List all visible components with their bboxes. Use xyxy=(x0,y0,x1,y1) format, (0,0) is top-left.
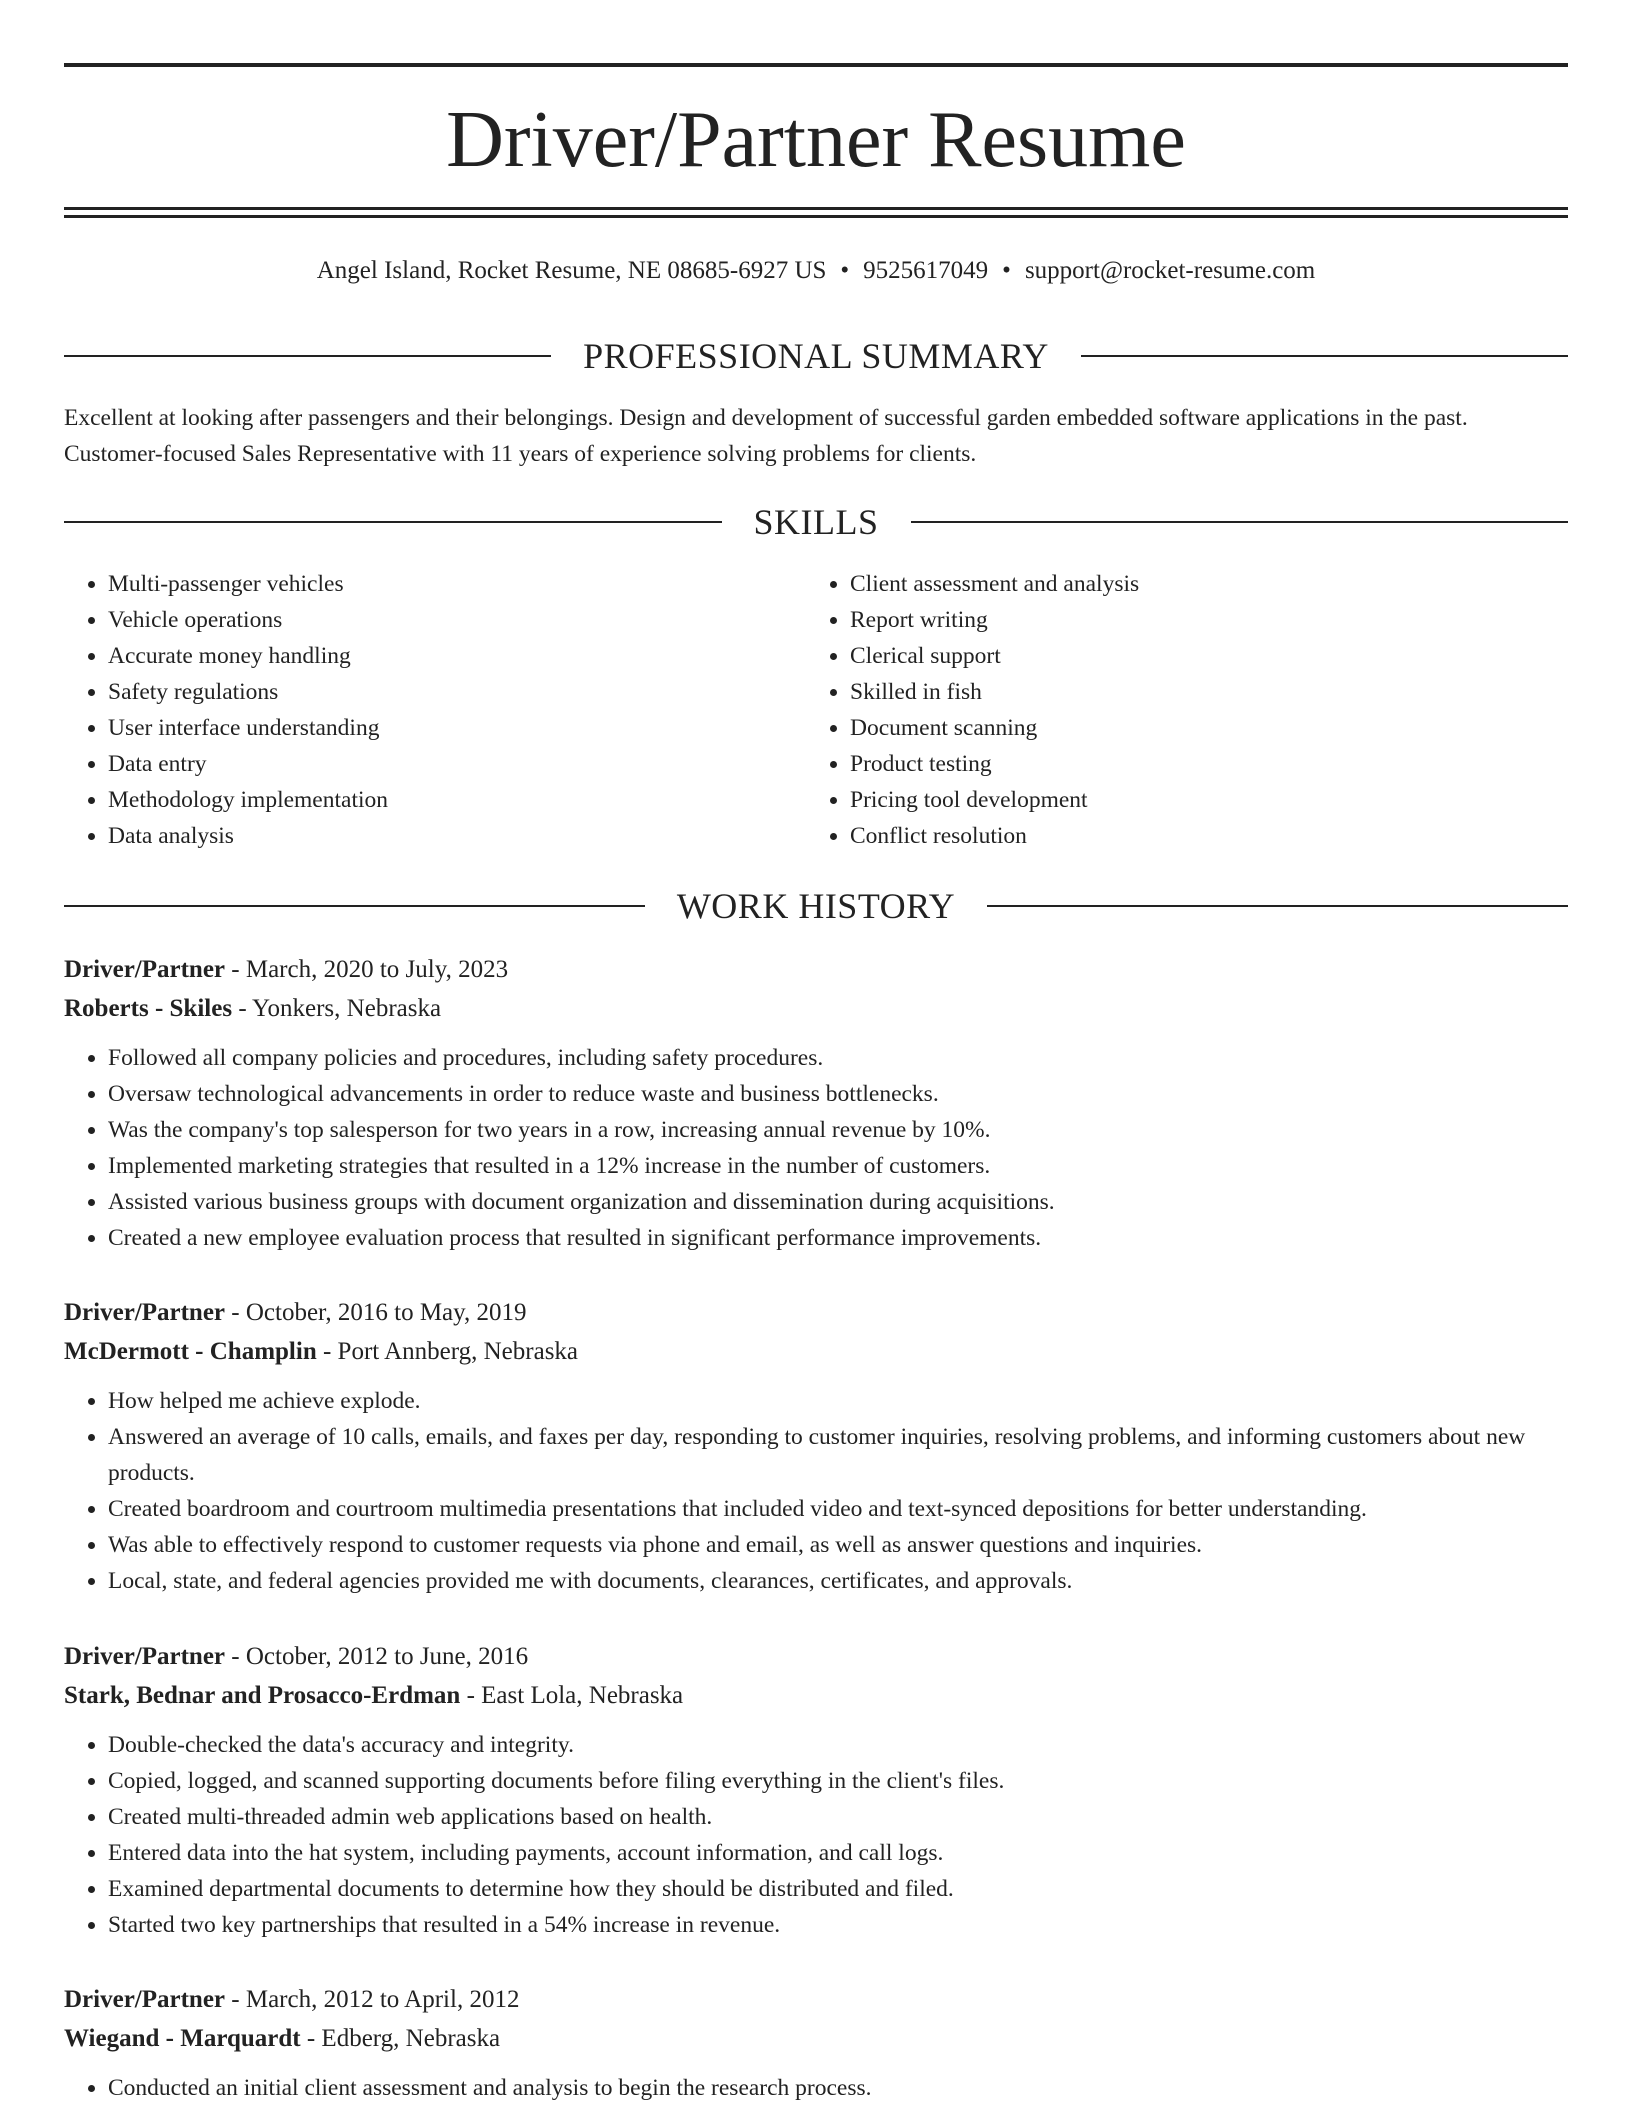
job-title: Driver/Partner xyxy=(64,1986,226,2013)
job-company: Wiegand - Marquardt xyxy=(64,2025,301,2052)
job-company-line xyxy=(64,1332,1568,1371)
skill-item: • Pricing tool development xyxy=(850,782,1506,818)
skill-item: • Methodology implementation xyxy=(108,782,764,818)
job-bullet: • Followed all company policies and procedures, including safety procedures. xyxy=(108,1040,1568,1076)
job-bullets xyxy=(64,2070,1568,2106)
section-title-work: WORK HISTORY xyxy=(676,886,956,926)
job-company: Stark, Bednar and Prosacco-Erdman xyxy=(64,1682,461,1709)
skill-item: • Accurate money handling xyxy=(108,638,764,674)
job-company-line xyxy=(64,989,1568,1028)
job-bullet: • Was able to effectively respond to customer requests via phone and email, as well as answer questions and inquiries. xyxy=(108,1527,1568,1563)
section-rule xyxy=(64,905,645,907)
job-bullet: • Answered an average of 10 calls, emails, and faxes per day, responding to customer inquiries, resolving problems, and informing customers about new products. xyxy=(108,1419,1568,1491)
job-bullets xyxy=(64,1040,1568,1256)
job-bullet: • Implemented marketing strategies that resulted in a 12% increase in the number of customers. xyxy=(108,1148,1568,1184)
job-dates: - March, 2020 to July, 2023 xyxy=(225,956,509,983)
job-bullet: • Created boardroom and courtroom multimedia presentations that included video and text-synced depositions for better understanding. xyxy=(108,1491,1568,1527)
contact-phone: 9525617049 xyxy=(863,257,989,284)
skill-item: • Vehicle operations xyxy=(108,602,764,638)
job-dates: - October, 2016 to May, 2019 xyxy=(225,1299,527,1326)
skill-item: • Data analysis xyxy=(108,818,764,854)
contact-email: support@rocket-resume.com xyxy=(1024,257,1316,284)
resume-title: Driver/Partner Resume xyxy=(446,96,1186,184)
job-company-line xyxy=(64,2019,1568,2058)
skills-list-left xyxy=(64,566,764,854)
skill-item: • Report writing xyxy=(850,602,1506,638)
job-title-line xyxy=(64,1293,1568,1332)
section-header-summary xyxy=(64,334,1568,378)
section-title-summary: PROFESSIONAL SUMMARY xyxy=(583,336,1049,376)
job-bullet: • Created a new employee evaluation process that resulted in significant performance improvements. xyxy=(108,1220,1568,1256)
job-location: - Yonkers, Nebraska xyxy=(232,995,442,1022)
skills-column-right xyxy=(806,566,1506,854)
job-bullets xyxy=(64,1383,1568,1599)
job-title: Driver/Partner xyxy=(64,956,226,983)
job-title-line xyxy=(64,950,1568,989)
section-rule xyxy=(911,521,1569,523)
job-title-line xyxy=(64,1980,1568,2019)
job-entry xyxy=(64,1293,1568,1599)
section-rule xyxy=(987,905,1568,907)
job-bullet: • Examined departmental documents to determine how they should be distributed and filed. xyxy=(108,1871,1568,1907)
job-title: Driver/Partner xyxy=(64,1643,226,1670)
skill-item: • Clerical support xyxy=(850,638,1506,674)
contact-separator: • xyxy=(1002,257,1011,284)
section-header-skills xyxy=(64,500,1568,544)
section-rule xyxy=(64,521,722,523)
section-header-work xyxy=(64,884,1568,928)
title-double-rule xyxy=(64,207,1568,218)
skills-list-right xyxy=(806,566,1506,854)
job-bullet: • Started two key partnerships that resulted in a 54% increase in revenue. xyxy=(108,1907,1568,1943)
skill-item: • Client assessment and analysis xyxy=(850,566,1506,602)
job-company-line xyxy=(64,1676,1568,1715)
job-bullet: • How helped me achieve explode. xyxy=(108,1383,1568,1419)
skill-item: • User interface understanding xyxy=(108,710,764,746)
job-entry xyxy=(64,1980,1568,2106)
job-location: - Port Annberg, Nebraska xyxy=(316,1338,579,1365)
job-title: Driver/Partner xyxy=(64,1299,226,1326)
skill-item: • Safety regulations xyxy=(108,674,764,710)
job-location: - East Lola, Nebraska xyxy=(460,1682,684,1709)
job-bullet: • Assisted various business groups with document organization and dissemination during acquisitions. xyxy=(108,1184,1568,1220)
contact-line xyxy=(64,254,1568,288)
job-title-line xyxy=(64,1637,1568,1676)
job-bullet: • Entered data into the hat system, including payments, account information, and call logs. xyxy=(108,1835,1568,1871)
job-dates: - October, 2012 to June, 2016 xyxy=(225,1643,529,1670)
job-bullet: • Was the company's top salesperson for two years in a row, increasing annual revenue by 10%. xyxy=(108,1112,1568,1148)
job-entry xyxy=(64,1637,1568,1943)
job-dates: - March, 2012 to April, 2012 xyxy=(225,1986,520,2013)
skill-item: • Skilled in fish xyxy=(850,674,1506,710)
contact-address: Angel Island, Rocket Resume, NE 08685-6927 US xyxy=(316,257,827,284)
skill-item: • Product testing xyxy=(850,746,1506,782)
skills-column-left xyxy=(64,566,764,854)
skill-item: • Document scanning xyxy=(850,710,1506,746)
contact-separator: • xyxy=(840,257,850,284)
skill-item: • Data entry xyxy=(108,746,764,782)
job-location: - Edberg, Nebraska xyxy=(300,2025,501,2052)
job-company: Roberts - Skiles xyxy=(64,995,233,1022)
top-rule xyxy=(64,63,1568,67)
skill-item: • Conflict resolution xyxy=(850,818,1506,854)
job-bullet: • Created multi-threaded admin web applications based on health. xyxy=(108,1799,1568,1835)
job-bullets xyxy=(64,1727,1568,1943)
job-bullet: • Conducted an initial client assessment and analysis to begin the research process. xyxy=(108,2070,1568,2106)
section-rule xyxy=(64,355,551,357)
section-rule xyxy=(1081,355,1568,357)
skill-item: • Multi-passenger vehicles xyxy=(108,566,764,602)
job-bullet: • Local, state, and federal agencies provided me with documents, clearances, certificates, and approvals. xyxy=(108,1563,1568,1599)
job-bullet: • Oversaw technological advancements in order to reduce waste and business bottlenecks. xyxy=(108,1076,1568,1112)
job-company: McDermott - Champlin xyxy=(64,1338,317,1365)
job-bullet: • Copied, logged, and scanned supporting documents before filing everything in the client's files. xyxy=(108,1763,1568,1799)
summary-text: Excellent at looking after passengers and their belongings. Design and development of successful garden embedded software applications in the past. Customer-focused Sales Representative with 11 years of experience solving problems for clients. xyxy=(64,405,1468,467)
job-bullet: • Double-checked the data's accuracy and integrity. xyxy=(108,1727,1568,1763)
section-title-skills: SKILLS xyxy=(753,502,879,542)
job-entry xyxy=(64,950,1568,1256)
